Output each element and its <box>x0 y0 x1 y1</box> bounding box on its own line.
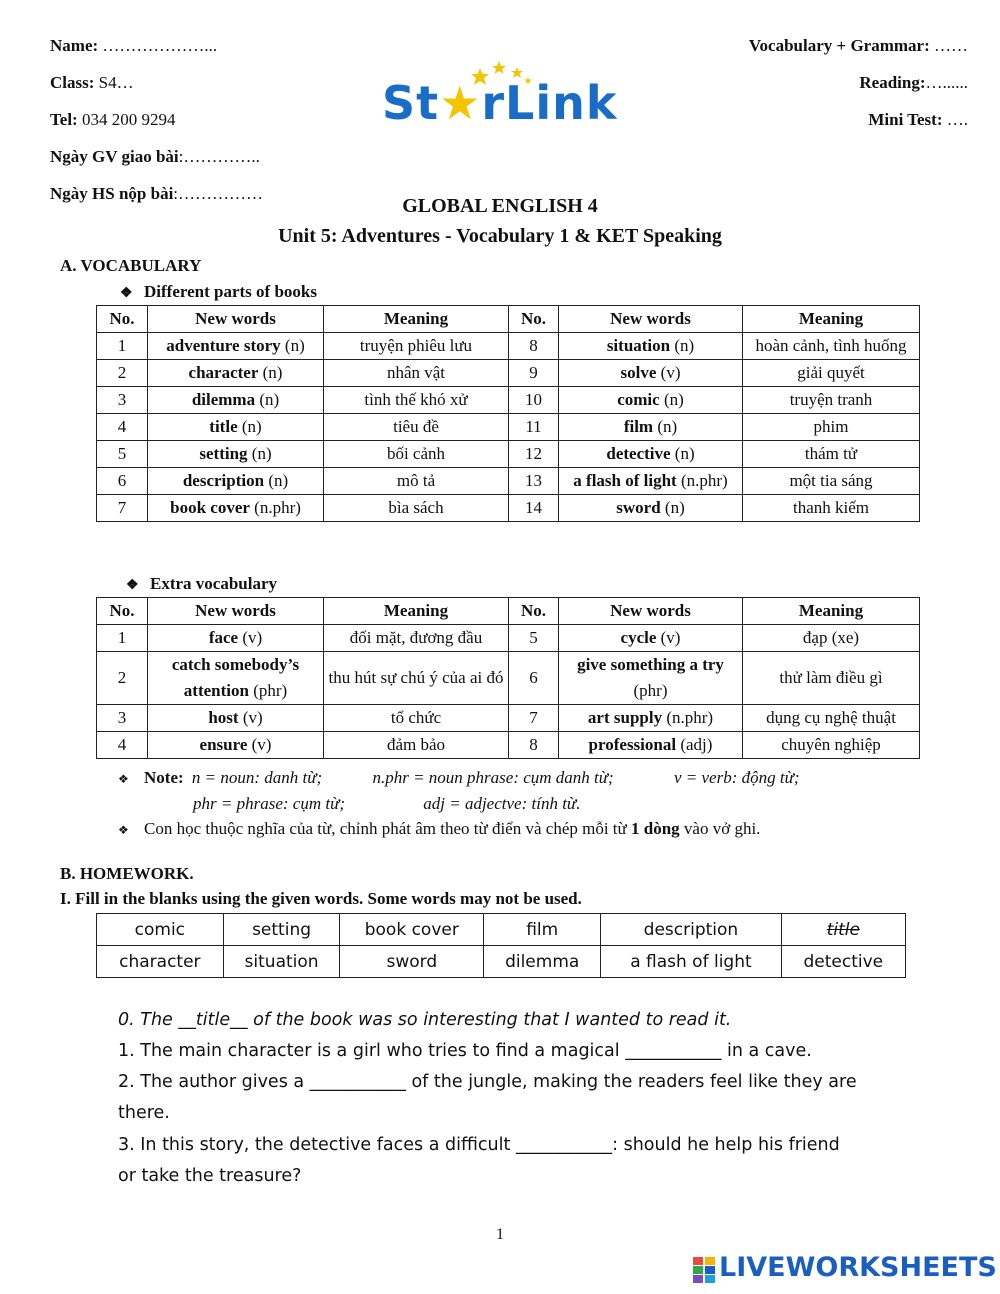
study-instruction: ❖ Con học thuộc nghĩa của từ, chỉnh phát âm theo từ điển và chép mỗi từ 1 dòng vào vở ghi. <box>118 819 761 838</box>
cell-number: 4 <box>97 414 148 441</box>
word-bank-item: situation <box>223 946 340 978</box>
diamond-bullet-icon: ❖ <box>120 286 133 301</box>
word-bank-item: setting <box>223 914 340 946</box>
subheading-extra-vocabulary: ❖ Extra vocabulary <box>126 574 278 593</box>
reading-score: Reading:…...... <box>859 73 968 92</box>
cell-number: 9 <box>509 360 559 387</box>
col-no: No. <box>509 598 559 625</box>
col-meaning: Meaning <box>743 598 920 625</box>
cell-number: 5 <box>97 441 148 468</box>
section-b-heading: B. HOMEWORK. <box>60 864 194 883</box>
cell-word: give something a try (phr) <box>559 652 743 705</box>
table-row <box>97 414 920 441</box>
question-2[interactable]: 2. The author gives a ___________ of the jungle, making the readers feel like they are <box>118 1072 857 1092</box>
cell-meaning: truyện tranh <box>743 387 920 414</box>
abbreviation-note: ❖ Note: n = noun: danh từ; n.phr = noun phrase: cụm danh từ; v = verb: động từ; <box>118 768 800 787</box>
cell-word: host (v) <box>148 705 324 732</box>
class-field: Class: S4… <box>50 73 134 92</box>
cell-word: detective (n) <box>559 441 743 468</box>
cell-meaning: tổ chức <box>324 705 509 732</box>
cell-meaning: dụng cụ nghệ thuật <box>743 705 920 732</box>
cell-word: situation (n) <box>559 333 743 360</box>
table-row <box>97 625 920 652</box>
cell-meaning: thám tử <box>743 441 920 468</box>
cell-meaning: tiêu đề <box>324 414 509 441</box>
cell-number: 8 <box>509 333 559 360</box>
diamond-bullet-icon: ❖ <box>118 772 129 786</box>
cell-number: 12 <box>509 441 559 468</box>
word-bank-item: a flash of light <box>601 946 781 978</box>
col-meaning: Meaning <box>324 306 509 333</box>
tel-field: Tel: 034 200 9294 <box>50 110 176 129</box>
cell-word: dilemma (n) <box>148 387 324 414</box>
word-bank-row <box>97 914 906 946</box>
table-row <box>97 387 920 414</box>
col-no: No. <box>509 306 559 333</box>
cell-number: 11 <box>509 414 559 441</box>
table-header-row <box>97 598 920 625</box>
cell-meaning: đảm bảo <box>324 732 509 759</box>
diamond-bullet-icon: ❖ <box>126 578 139 593</box>
table-row <box>97 652 920 705</box>
cell-number: 7 <box>509 705 559 732</box>
cell-word: description (n) <box>148 468 324 495</box>
cell-word: solve (v) <box>559 360 743 387</box>
cell-number: 6 <box>509 652 559 705</box>
cell-meaning: chuyên nghiệp <box>743 732 920 759</box>
cell-word: face (v) <box>148 625 324 652</box>
cell-number: 14 <box>509 495 559 522</box>
cell-meaning: hoàn cảnh, tình huống <box>743 333 920 360</box>
col-meaning: Meaning <box>324 598 509 625</box>
cell-number: 5 <box>509 625 559 652</box>
page-subtitle: Unit 5: Adventures - Vocabulary 1 & KET Speaking <box>278 225 722 247</box>
cell-number: 2 <box>97 360 148 387</box>
starlink-logo <box>380 58 625 138</box>
cell-meaning: nhân vật <box>324 360 509 387</box>
table-row <box>97 732 920 759</box>
cell-word: film (n) <box>559 414 743 441</box>
vocab-table-2 <box>96 597 920 759</box>
cell-number: 6 <box>97 468 148 495</box>
cell-word: title (n) <box>148 414 324 441</box>
word-bank-item: book cover <box>340 914 484 946</box>
cell-meaning: thanh kiếm <box>743 495 920 522</box>
table-row <box>97 360 920 387</box>
cell-word: professional (adj) <box>559 732 743 759</box>
vocab-grammar-score: Vocabulary + Grammar: …… <box>748 36 968 55</box>
cell-meaning: đối mặt, đương đầu <box>324 625 509 652</box>
cell-number: 2 <box>97 652 148 705</box>
liveworksheets-brand: LIVEWORKSHEETS <box>719 1252 997 1283</box>
cell-number: 8 <box>509 732 559 759</box>
word-bank-row <box>97 946 906 978</box>
abbreviation-note-2: phr = phrase: cụm từ; adj = adjectve: tính từ. <box>193 794 581 813</box>
col-meaning: Meaning <box>743 306 920 333</box>
word-bank-item: character <box>97 946 224 978</box>
cell-meaning: bìa sách <box>324 495 509 522</box>
col-words: New words <box>559 598 743 625</box>
cell-word: comic (n) <box>559 387 743 414</box>
word-bank-item: comic <box>97 914 224 946</box>
cell-meaning: đạp (xe) <box>743 625 920 652</box>
cell-number: 10 <box>509 387 559 414</box>
cell-number: 3 <box>97 387 148 414</box>
col-no: No. <box>97 598 148 625</box>
assign-date-field: Ngày GV giao bài:………….. <box>50 147 260 166</box>
table-row <box>97 495 920 522</box>
cell-number: 3 <box>97 705 148 732</box>
table-header-row <box>97 306 920 333</box>
table-row <box>97 705 920 732</box>
cell-meaning: bối cảnh <box>324 441 509 468</box>
col-words: New words <box>148 598 324 625</box>
cell-word: adventure story (n) <box>148 333 324 360</box>
word-bank-item: detective <box>781 946 905 978</box>
cell-word: setting (n) <box>148 441 324 468</box>
word-bank-item: film <box>484 914 601 946</box>
exercise-instruction: I. Fill in the blanks using the given words. Some words may not be used. <box>60 889 582 908</box>
mini-test-score: Mini Test: …. <box>868 110 968 129</box>
submit-date-field: Ngày HS nộp bài:…………… <box>50 184 264 203</box>
logo-text: St★rLink <box>382 76 618 130</box>
example-answer: title <box>195 1010 231 1030</box>
cell-word: a flash of light (n.phr) <box>559 468 743 495</box>
word-bank-item-used: title <box>781 914 905 946</box>
col-no: No. <box>97 306 148 333</box>
cell-meaning: phim <box>743 414 920 441</box>
col-words: New words <box>148 306 324 333</box>
cell-meaning: mô tả <box>324 468 509 495</box>
question-2-cont: there. <box>118 1103 170 1123</box>
cell-number: 13 <box>509 468 559 495</box>
cell-meaning: một tia sáng <box>743 468 920 495</box>
cell-number: 4 <box>97 732 148 759</box>
col-words: New words <box>559 306 743 333</box>
question-3[interactable]: 3. In this story, the detective faces a difficult ___________: should he help his friend <box>118 1135 840 1155</box>
name-field: Name: ………………... <box>50 36 218 55</box>
cell-meaning: thử làm điều gì <box>743 652 920 705</box>
word-bank <box>96 913 906 978</box>
cell-word: art supply (n.phr) <box>559 705 743 732</box>
cell-meaning: thu hút sự chú ý của ai đó <box>324 652 509 705</box>
cell-number: 7 <box>97 495 148 522</box>
word-bank-item: sword <box>340 946 484 978</box>
question-1[interactable]: 1. The main character is a girl who tries to find a magical ___________ in a cave. <box>118 1041 812 1061</box>
cell-number: 1 <box>97 333 148 360</box>
page-number: 1 <box>496 1226 504 1243</box>
word-bank-item: description <box>601 914 781 946</box>
cell-word: ensure (v) <box>148 732 324 759</box>
word-bank-item: dilemma <box>484 946 601 978</box>
cell-word: sword (n) <box>559 495 743 522</box>
section-a-heading: A. VOCABULARY <box>60 256 202 275</box>
cell-meaning: giải quyết <box>743 360 920 387</box>
cell-meaning: truyện phiêu lưu <box>324 333 509 360</box>
question-example: 0. The __title__ of the book was so interesting that I wanted to read it. <box>118 1010 732 1030</box>
vocab-table-1 <box>96 305 920 522</box>
table-row <box>97 441 920 468</box>
subheading-parts-of-books: ❖ Different parts of books <box>120 282 317 301</box>
cell-number: 1 <box>97 625 148 652</box>
cell-word: cycle (v) <box>559 625 743 652</box>
table-row <box>97 333 920 360</box>
question-3-cont: or take the treasure? <box>118 1166 302 1186</box>
cell-meaning: tình thế khó xử <box>324 387 509 414</box>
table-row <box>97 468 920 495</box>
page-title: GLOBAL ENGLISH 4 <box>402 195 598 217</box>
cell-word: book cover (n.phr) <box>148 495 324 522</box>
liveworksheets-logo-icon <box>693 1257 717 1283</box>
cell-word: character (n) <box>148 360 324 387</box>
diamond-bullet-icon: ❖ <box>118 823 129 837</box>
cell-word: catch somebody’s attention (phr) <box>148 652 324 705</box>
